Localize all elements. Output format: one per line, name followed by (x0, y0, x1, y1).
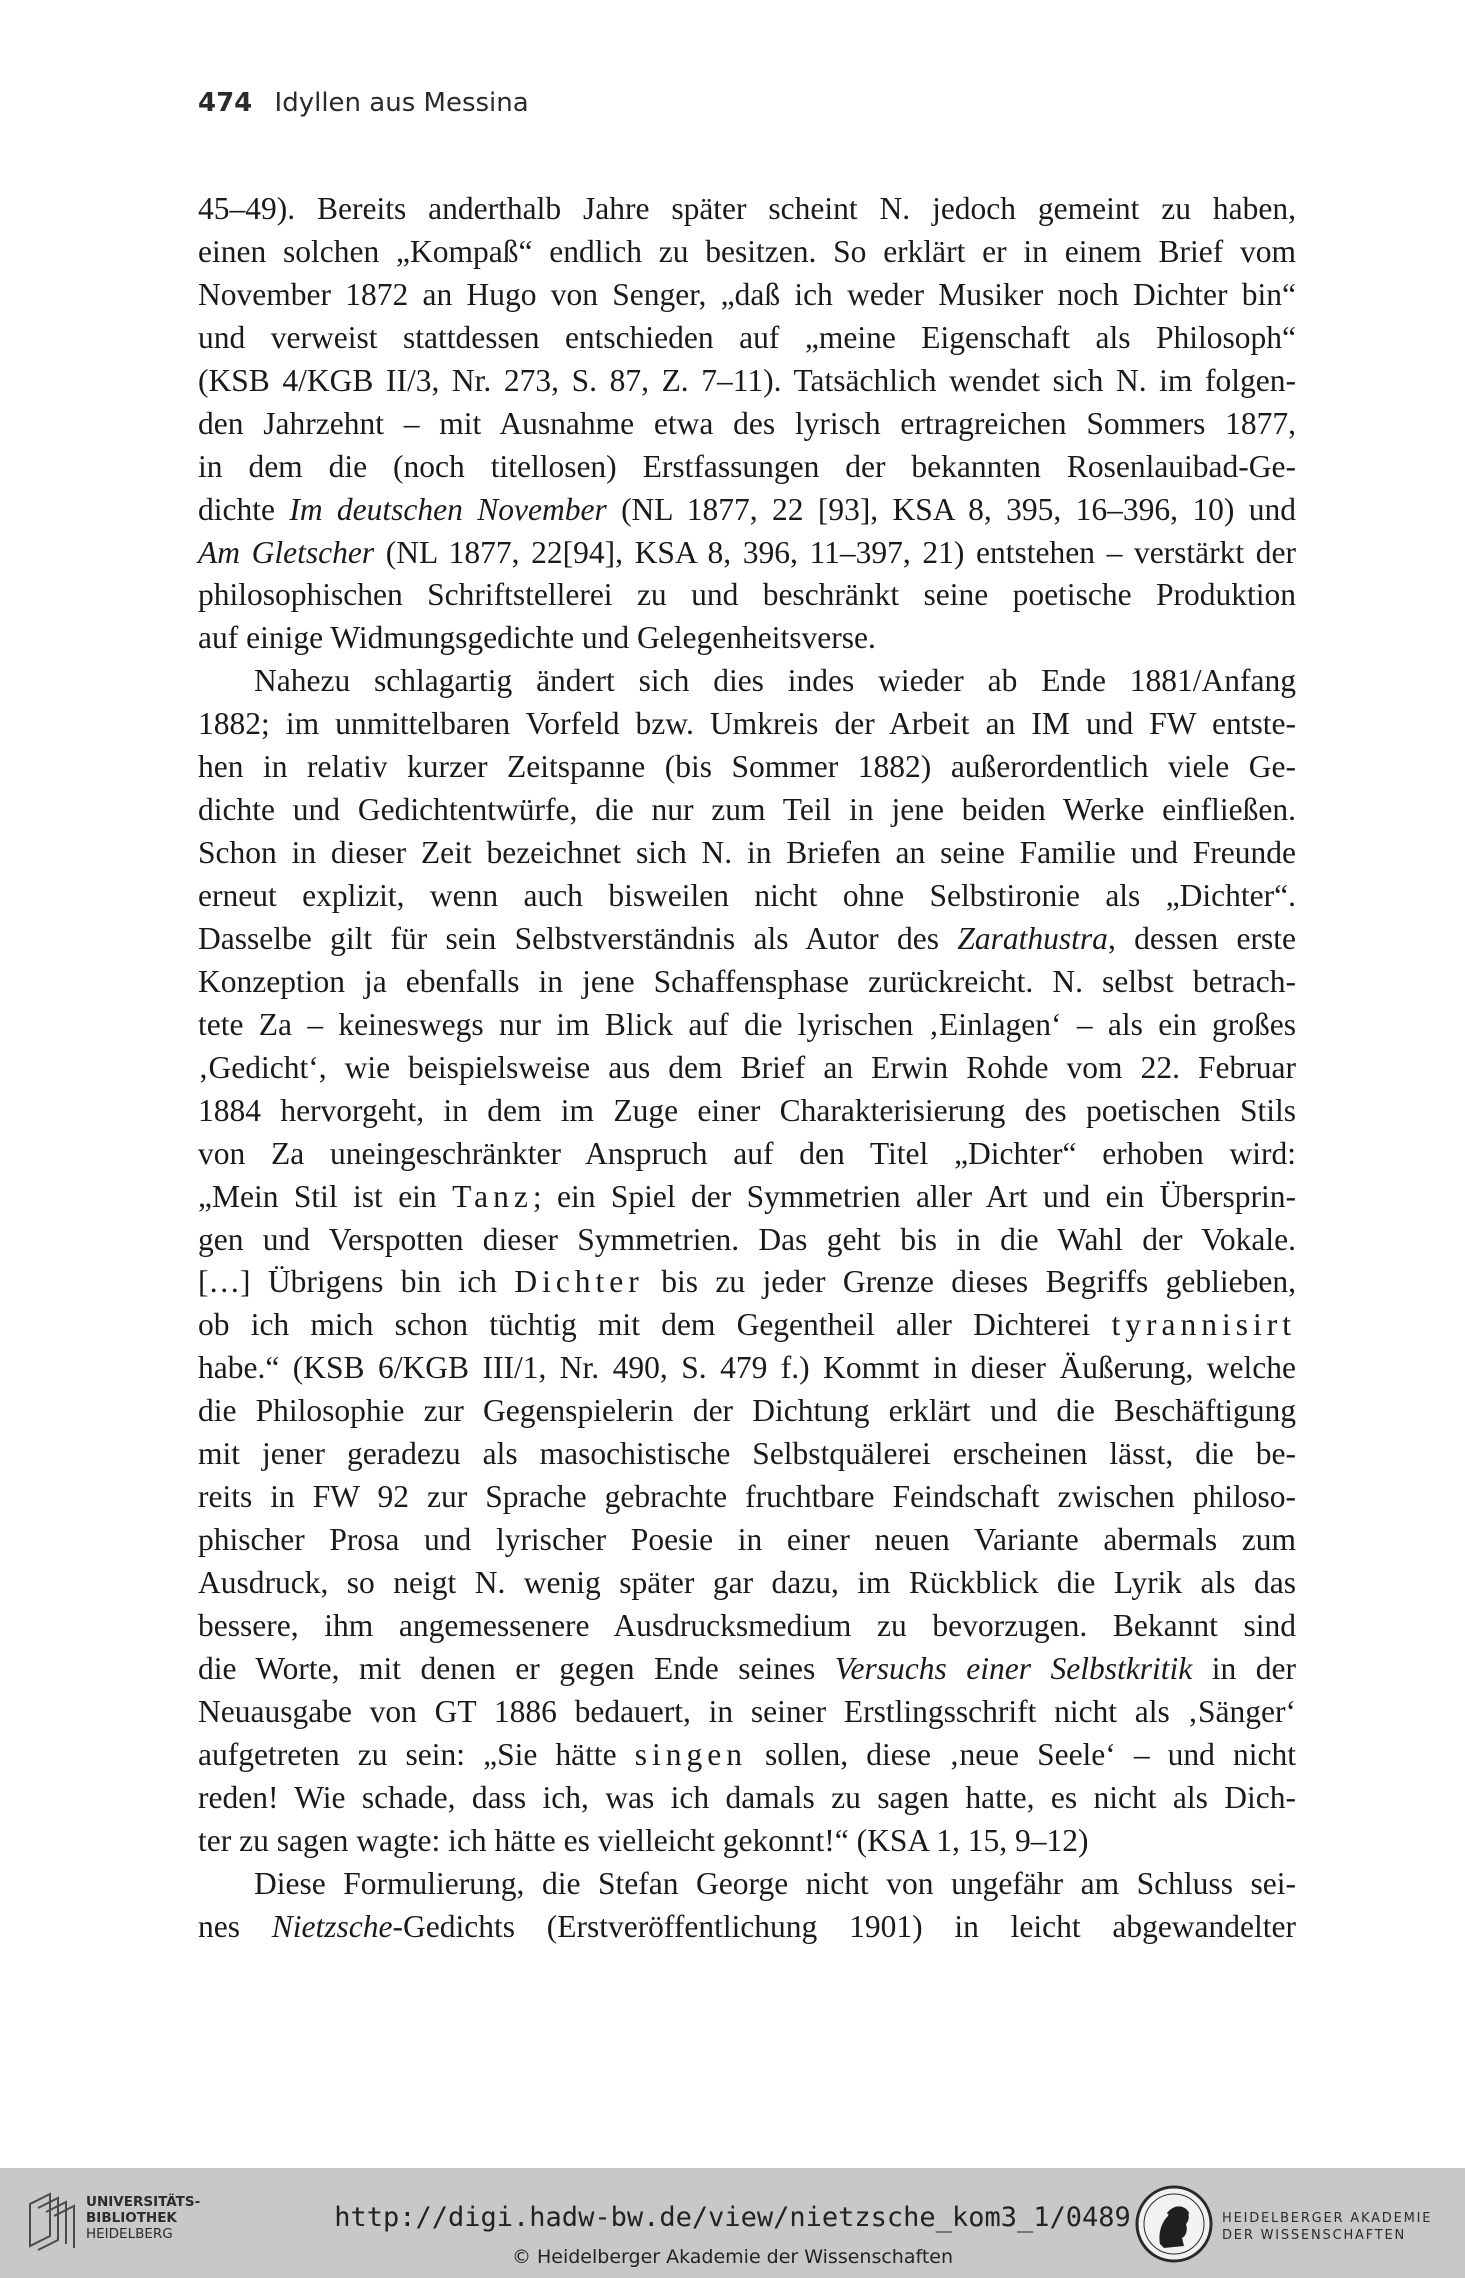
library-name: UNIVERSITÄTS- BIBLIOTHEK HEIDELBERG (86, 2194, 201, 2242)
academy-seal-icon[interactable] (1134, 2184, 1214, 2264)
text-line: einen solchen „Kompaß“ endlich zu besitzen. So erklärt er in einem Brief vom (198, 233, 1296, 269)
text-line: […] Übrigens bin ich Dichter bis zu jeder Grenze dieses Begriffs geblieben, (198, 1264, 1296, 1300)
body-text (198, 188, 1296, 1948)
running-header (198, 88, 529, 118)
text-line: die Worte, mit denen er gegen Ende seines Versuchs einer Selbstkritik in der (198, 1650, 1296, 1686)
spaced-emphasis: Dichter (514, 1264, 644, 1300)
academy-name: HEIDELBERGER AKADEMIE DER WISSENSCHAFTEN (1222, 2211, 1433, 2243)
italic-title: Zarathustra (957, 920, 1108, 956)
text-line: die Philosophie zur Gegenspielerin der Dichtung erklärt und die Beschäftigung (198, 1393, 1296, 1429)
text-line: Am Gletscher (NL 1877, 22[94], KSA 8, 396, 11–397, 21) entstehen – verstärkt der (198, 534, 1297, 570)
text-line: und verweist stattdessen entschieden auf „meine Eigenschaft als Philosoph“ (198, 319, 1296, 355)
text-line: Schon in dieser Zeit bezeichnet sich N. in Briefen an seine Familie und Freunde (198, 835, 1296, 871)
text-line: reden! Wie schade, dass ich, was ich damals zu sagen hatte, es nicht als Dich- (198, 1779, 1296, 1815)
spaced-emphasis: singen (634, 1736, 747, 1772)
text-line: dichte Im deutschen November (NL 1877, 22 [93], KSA 8, 395, 16–396, 10) und (198, 491, 1296, 527)
text-line: in dem die (noch titellosen) Erstfassungen der bekannten Rosenlauibad-Ge- (198, 448, 1296, 484)
text-line: Nahezu schlagartig ändert sich dies indes wieder ab Ende 1881/Anfang (254, 663, 1296, 699)
text-line: Neuausgabe von GT 1886 bedauert, in seiner Erstlingsschrift nicht als ‚Sänger‘ (198, 1693, 1296, 1729)
text-line: (KSB 4/KGB II/3, Nr. 273, S. 87, Z. 7–11). Tatsächlich wendet sich N. im folgen- (198, 362, 1296, 398)
text-line: tete Za – keineswegs nur im Blick auf die lyrischen ‚Einlagen‘ – als ein großes (198, 1006, 1296, 1042)
text-line: November 1872 an Hugo von Senger, „daß ich weder Musiker noch Dichter bin“ (198, 276, 1296, 312)
italic-title: Nietzsche (271, 1908, 393, 1944)
text-line: habe.“ (KSB 6/KGB III/1, Nr. 490, S. 479 f.) Kommt in dieser Äußerung, welche (198, 1350, 1296, 1386)
spaced-emphasis: tyrannisirt (1111, 1307, 1296, 1343)
footer-bar (0, 2168, 1465, 2278)
text-line: „Mein Stil ist ein Tanz; ein Spiel der Symmetrien aller Art und ein Übersprin- (198, 1178, 1296, 1214)
running-title: Idyllen aus Messina (274, 88, 529, 118)
text-line: philosophischen Schriftstellerei zu und beschränkt seine poetische Produktion (198, 577, 1296, 613)
text-line: Diese Formulierung, die Stefan George nicht von ungefähr am Schluss sei- (254, 1865, 1296, 1901)
italic-title: Versuchs einer Selbstkritik (834, 1650, 1193, 1686)
text-line: gen und Verspotten dieser Symmetrien. Das geht bis in die Wahl der Vokale. (198, 1221, 1296, 1257)
italic-title: Im deutschen November (289, 491, 607, 527)
text-line: den Jahrzehnt – mit Ausnahme etwa des lyrisch ertragreichen Sommers 1877, (198, 405, 1296, 441)
text-line: Konzeption ja ebenfalls in jene Schaffensphase zurückreicht. N. selbst betrach- (198, 963, 1296, 999)
text-line: 1884 hervorgeht, in dem im Zuge einer Charakterisierung des poetischen Stils (198, 1092, 1296, 1128)
text-line: erneut explizit, wenn auch bisweilen nicht ohne Selbstironie als „Dichter“. (198, 878, 1296, 913)
text-line: ‚Gedicht‘, wie beispielsweise aus dem Brief an Erwin Rohde vom 22. Februar (198, 1049, 1296, 1085)
text-line: auf einige Widmungsgedichte und Gelegenheitsverse. (198, 620, 876, 656)
text-line: 1882; im unmittelbaren Vorfeld bzw. Umkreis der Arbeit an IM und FW entste- (198, 706, 1296, 742)
copyright-notice: © Heidelberger Akademie der Wissenschaften (511, 2246, 954, 2268)
spaced-emphasis: Tanz (452, 1178, 533, 1214)
text-line: Dasselbe gilt für sein Selbstverständnis als Autor des Zarathustra, dessen erste (198, 920, 1296, 956)
text-line: ob ich mich schon tüchtig mit dem Gegentheil aller Dichterei tyrannisirt (198, 1307, 1296, 1343)
text-line: bessere, ihm angemessenere Ausdrucksmedium zu bevorzugen. Bekannt sind (198, 1607, 1296, 1643)
page-number: 474 (198, 88, 253, 118)
italic-title: Am Gletscher (198, 534, 375, 570)
text-line: dichte und Gedichtentwürfe, die nur zum Teil in jene beiden Werke einfließen. (198, 792, 1296, 828)
text-line: von Za uneingeschränkter Anspruch auf den Titel „Dichter“ erhoben wird: (198, 1135, 1296, 1171)
text-line: hen in relativ kurzer Zeitspanne (bis Sommer 1882) außerordentlich viele Ge- (198, 749, 1296, 785)
text-line: 45–49). Bereits anderthalb Jahre später scheint N. jedoch gemeint zu haben, (198, 191, 1296, 226)
text-line: phischer Prosa und lyrischer Poesie in einer neuen Variante abermals zum (198, 1522, 1296, 1558)
text-line: reits in FW 92 zur Sprache gebrachte fruchtbare Feindschaft zwischen philoso- (198, 1479, 1296, 1515)
text-line: aufgetreten zu sein: „Sie hätte singen sollen, diese ‚neue Seele‘ – und nicht (198, 1736, 1296, 1772)
text-line: ter zu sagen wagte: ich hätte es vielleicht gekonnt!“ (KSA 1, 15, 9–12) (198, 1822, 1089, 1858)
text-line: nes Nietzsche-Gedichts (Erstveröffentlichung 1901) in leicht abgewandelter (198, 1908, 1296, 1944)
permalink-url[interactable]: http://digi.hadw-bw.de/view/nietzsche_kom3_1/0489 (334, 2202, 1131, 2233)
text-line: Ausdruck, so neigt N. wenig später gar dazu, im Rückblick die Lyrik als das (198, 1565, 1296, 1600)
text-line: mit jener geradezu als masochistische Selbstquälerei erscheinen lässt, die be- (198, 1436, 1296, 1472)
